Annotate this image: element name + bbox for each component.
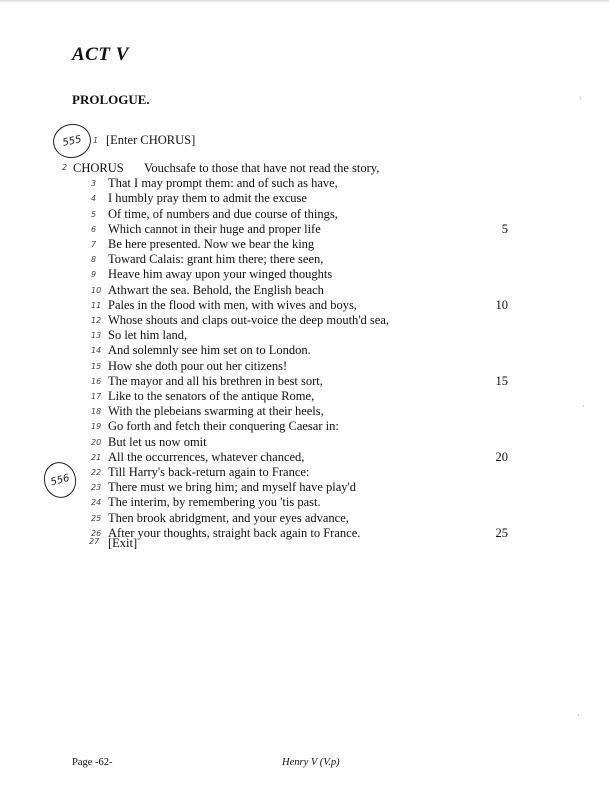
scan-speck: · — [579, 94, 582, 104]
margin-circle-note — [50, 120, 94, 161]
line-number: 25 — [495, 525, 508, 540]
scan-speck: · — [577, 711, 580, 721]
handwritten-line-note: 9 — [91, 270, 97, 280]
handwritten-line-note: 19 — [91, 422, 102, 432]
verse-line: All the occurrences, whatever chanced, — [108, 449, 305, 464]
handwritten-line-note: 23 — [91, 483, 102, 493]
handwritten-line-note: 10 — [91, 285, 102, 295]
handwritten-line-note: 4 — [91, 194, 97, 204]
handwritten-line-note: 26 — [91, 528, 102, 538]
handwritten-line-note: 27 — [89, 537, 100, 546]
verse-line: So let him land, — [108, 328, 188, 343]
handwritten-line-note: 12 — [91, 316, 102, 325]
stage-direction-exit: [Exit] — [108, 536, 138, 550]
verse-line: Like to the senators of the antique Rome, — [108, 389, 315, 403]
verse-line: I humbly pray them to admit the excuse — [108, 191, 307, 206]
verse-line: With the plebeians swarming at their heels, — [108, 404, 324, 419]
verse-line: The interim, by remembering you 'tis past. — [108, 495, 321, 510]
handwritten-line-note: 14 — [91, 346, 102, 356]
scan-speck: · — [582, 402, 585, 412]
act-heading: ACT V — [72, 44, 129, 65]
verse-line: Till Harry's back-return again to France: — [108, 465, 310, 479]
verse-line: But let us now omit — [108, 434, 207, 449]
handwritten-line-note: 5 — [91, 209, 97, 219]
circle-number: 556 — [49, 472, 71, 488]
handwritten-line-note: 16 — [91, 376, 102, 386]
handwritten-line-note: 2 — [62, 163, 68, 172]
handwritten-line-note: 17 — [91, 392, 102, 401]
line-number: 15 — [495, 373, 508, 388]
handwritten-line-note: 18 — [91, 407, 102, 417]
verse-line: And solemnly see him set on to London. — [108, 343, 311, 358]
handwritten-line-note: 24 — [91, 498, 102, 508]
verse-line: Pales in the flood with men, with wives and boys, — [108, 297, 357, 312]
verse-line: There must we bring him; and myself have play'd — [108, 480, 357, 495]
handwritten-line-note: 11 — [91, 300, 102, 310]
line-number: 20 — [495, 449, 508, 464]
line-number: 10 — [495, 297, 508, 312]
verse-line: Go forth and fetch their conquering Caesar in: — [108, 419, 339, 434]
handwritten-line-note: 22 — [91, 468, 102, 477]
handwritten-line-note: 15 — [91, 361, 102, 371]
speaker-name: CHORUS — [73, 161, 124, 175]
handwritten-line-note: 21 — [91, 452, 102, 462]
circle-number: 555 — [61, 133, 83, 149]
handwritten-line-note: 25 — [91, 513, 102, 523]
verse-line: Heave him away upon your winged thoughts — [108, 267, 333, 282]
handwritten-line-note: 7 — [91, 240, 97, 249]
stage-direction-enter: [Enter CHORUS] — [106, 133, 196, 147]
verse-line: After your thoughts, straight back again to France. — [108, 525, 361, 540]
verse-line: Toward Calais: grant him there; there seen, — [108, 252, 324, 267]
verse-line: Which cannot in their huge and proper life — [108, 221, 321, 236]
verse-line: Whose shouts and claps out-voice the deep mouth'd sea, — [108, 313, 389, 327]
line-number: 5 — [501, 221, 508, 236]
verse-line: Of time, of numbers and due course of things, — [108, 206, 338, 221]
verse-line: That I may prompt them: and of such as have, — [108, 176, 338, 191]
handwritten-line-note: 1 — [93, 136, 99, 145]
page-number: Page -62- — [72, 757, 113, 768]
scan-edge — [0, 0, 609, 3]
margin-circle-note — [40, 458, 80, 501]
verse-line: Athwart the sea. Behold, the English beach — [108, 282, 324, 297]
verse-line: Vouchsafe to those that have not read the story, — [144, 161, 380, 175]
verse-line: Then brook abridgment, and your eyes advance, — [108, 510, 349, 525]
section-heading: PROLOGUE. — [72, 92, 150, 107]
handwritten-line-note: 8 — [91, 255, 97, 265]
handwritten-line-note: 6 — [91, 224, 97, 234]
running-title: Henry V (V.p) — [282, 757, 340, 768]
verse-line: The mayor and all his brethren in best sort, — [108, 373, 323, 388]
handwritten-line-note: 20 — [91, 437, 102, 447]
handwritten-line-note: 3 — [91, 179, 97, 189]
verse-line: How she doth pour out her citizens! — [108, 358, 288, 373]
handwritten-line-note: 13 — [91, 331, 102, 341]
verse-line: Be here presented. Now we bear the king — [108, 237, 315, 251]
